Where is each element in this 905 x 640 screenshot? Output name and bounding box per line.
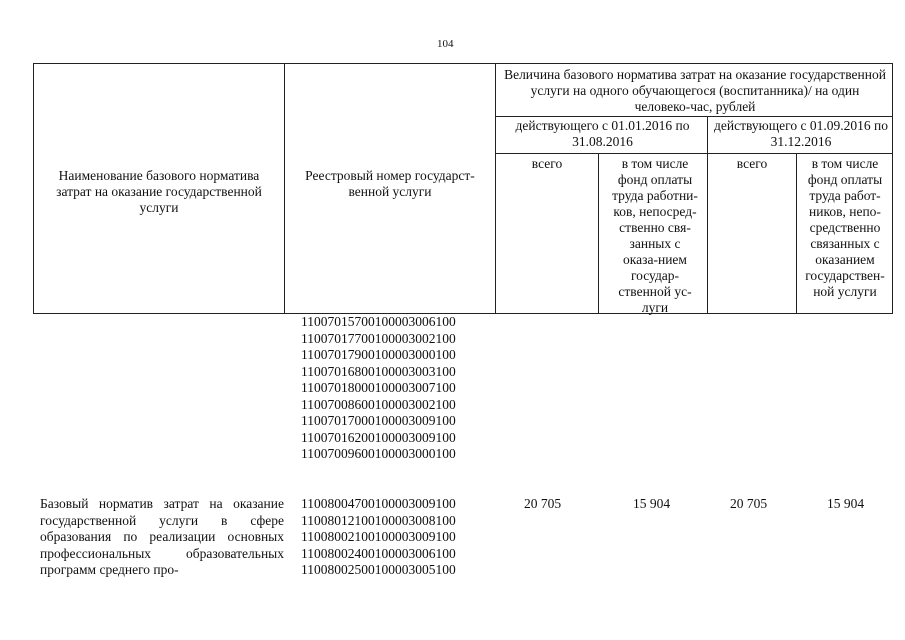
header-period2: действующего с 01.09.2016 по 31.12.2016 xyxy=(714,118,888,149)
registry-code: 11008004700100003009100 xyxy=(301,496,456,511)
value-p1-total: 20 705 xyxy=(524,496,562,511)
header-incl-p2: в том числе фонд оплаты труда работ-ников, непо-средственно связанных с оказанием государствен-ной услуги xyxy=(805,156,885,299)
row-codes-list xyxy=(301,496,456,579)
divider xyxy=(284,63,285,314)
divider xyxy=(707,116,708,314)
row-name: Базовый норматив затрат на оказание государственной услуги в сфере образования по реализации основных профессиональных образовательных программ среднего про- xyxy=(40,496,284,577)
registry-code: 11008002400100003006100 xyxy=(301,545,456,561)
registry-code: 11007017700100003002100 xyxy=(301,330,456,346)
header-total-p2: всего xyxy=(736,156,768,171)
divider xyxy=(495,116,893,117)
header-name-cell: Наименование базового норматива затрат на оказание государственной услуги xyxy=(56,168,262,215)
header-total-p1: всего xyxy=(531,156,563,171)
registry-code: 11007015700100003006100 xyxy=(301,314,456,329)
divider xyxy=(495,63,496,314)
registry-code: 11007016800100003003100 xyxy=(301,363,456,379)
divider xyxy=(495,153,893,154)
registry-code: 11008002100100003009100 xyxy=(301,529,456,544)
registry-code: 11007008600100003002100 xyxy=(301,396,456,412)
header-registry-cell: Реестровый номер государст-венной услуги xyxy=(305,168,475,199)
value-p1-fot: 15 904 xyxy=(633,496,671,511)
value-p2-fot: 15 904 xyxy=(827,496,865,511)
registry-code: 11007017000100003009100 xyxy=(301,413,456,428)
value-p2-total: 20 705 xyxy=(730,496,768,511)
header-value-group-cell: Величина базового норматива затрат на оказание государственной услуги на одного обучающегося (воспитанника)/ на один человеко-час, рублей xyxy=(504,67,886,114)
registry-code: 11008002500100003005100 xyxy=(301,562,456,577)
registry-code: 11007018000100003007100 xyxy=(301,380,456,395)
continued-codes-list xyxy=(301,314,456,463)
page-number: 104 xyxy=(437,38,454,50)
divider xyxy=(598,153,599,314)
header-incl-p1: в том числе фонд оплаты труда работни-ков, непосред-ственно свя-занных с оказа-нием государ-ственной ус-луги xyxy=(612,156,698,315)
registry-code: 11008012100100003008100 xyxy=(301,512,456,528)
divider xyxy=(796,153,797,314)
registry-code: 11007017900100003000100 xyxy=(301,347,456,362)
header-period1: действующего с 01.01.2016 по 31.08.2016 xyxy=(515,118,690,149)
registry-code: 11007009600100003000100 xyxy=(301,446,456,461)
registry-code: 11007016200100003009100 xyxy=(301,429,456,445)
